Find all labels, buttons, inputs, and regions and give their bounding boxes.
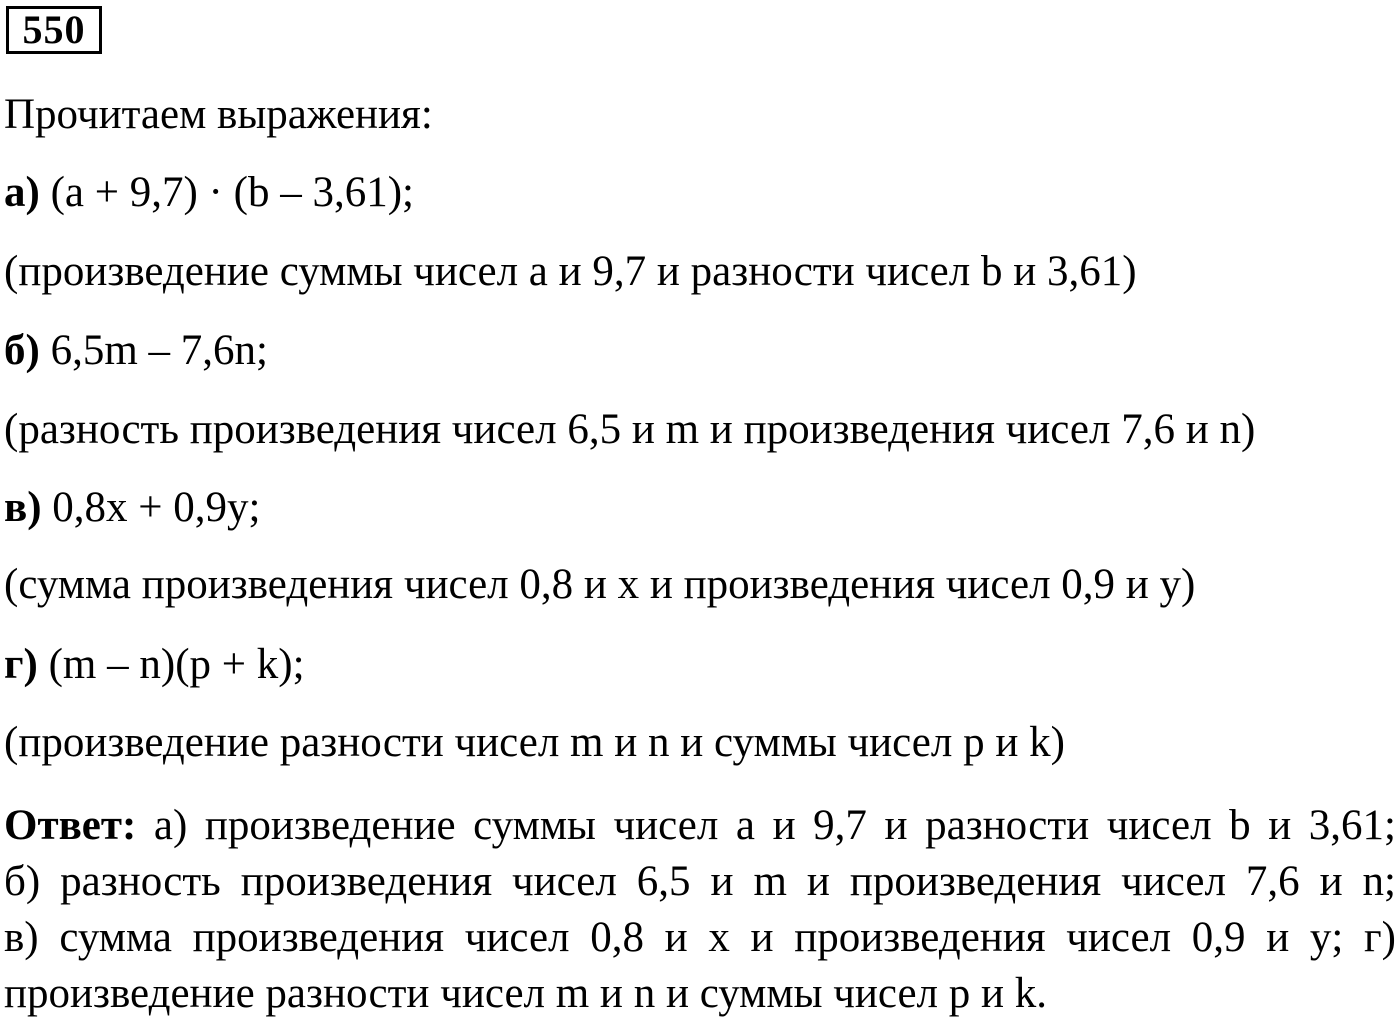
item-v-expression: 0,8x + 0,9y; [52,484,261,531]
item-a-expression: (a + 9,7) · (b – 3,61); [50,169,414,216]
item-g-expression: (m – n)(p + k); [48,641,305,688]
answer-label: Ответ: [4,802,137,849]
intro-text: Прочитаем выражения: [4,91,433,138]
answer-text-1: а) произведение суммы чисел a и 9,7 и разности чисел b и 3,61; [153,802,1397,849]
item-b-expression: 6,5m – 7,6n; [50,327,268,374]
item-v-reading: (сумма произведения чисел 0,8 и x и произведения чисел 0,9 и y) [4,561,1196,608]
item-v-expression-line [4,483,261,533]
item-g-label: г) [4,641,38,688]
answer-line-3: в) сумма произведения чисел 0,8 и x и произведения чисел 0,9 и y; г) [4,914,1396,961]
problem-number: 550 [6,6,102,54]
item-b-label: б) [4,327,40,374]
item-a-expression-line [4,168,414,218]
answer-line-4: произведение разности чисел m и n и суммы чисел p и k. [4,970,1048,1017]
answer-line-2: б) разность произведения чисел 6,5 и m и произведения чисел 7,6 и n; [4,858,1396,905]
item-g-reading: (произведение разности чисел m и n и суммы чисел p и k) [4,719,1065,766]
answer-block [4,798,1396,1022]
item-b-reading: (разность произведения чисел 6,5 и m и произведения чисел 7,6 и n) [4,406,1256,453]
answer-line-1 [4,798,1396,854]
item-b-expression-line [4,326,268,376]
item-a-label: а) [4,169,40,216]
item-g-expression-line [4,640,305,690]
item-v-label: в) [4,484,42,531]
item-a-reading: (произведение суммы чисел a и 9,7 и разности чисел b и 3,61) [4,248,1137,295]
